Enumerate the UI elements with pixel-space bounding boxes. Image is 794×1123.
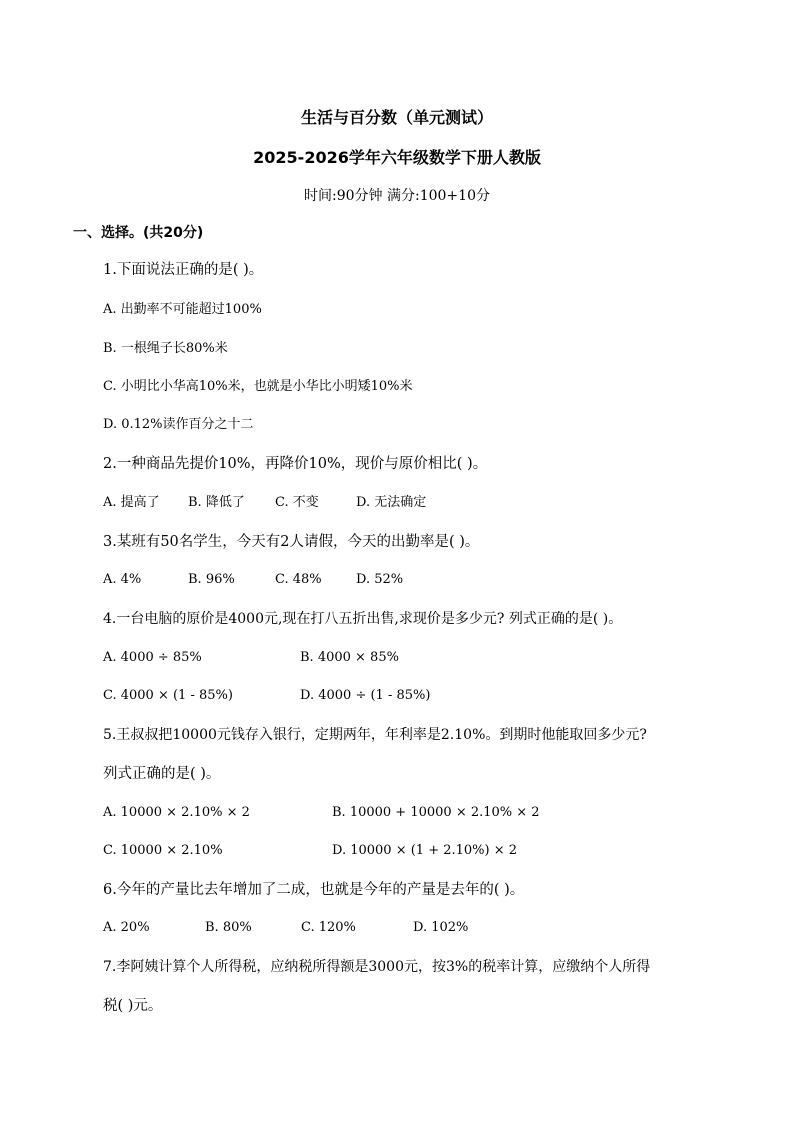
question-4-option-a: A. 4000 ÷ 85% [103, 650, 202, 665]
question-2-option-a: A. 提高了 [103, 495, 160, 510]
question-3-option-d: D. 52% [356, 572, 404, 587]
question-6-stem: 6.今年的产量比去年增加了二成，也就是今年的产量是去年的( )。 [103, 882, 525, 898]
exam-title: 生活与百分数（单元测试） [300, 108, 493, 127]
question-7-stem-continued: 税( )元。 [103, 998, 163, 1014]
question-5-option-d: D. 10000 × (1 + 2.10%) × 2 [332, 843, 518, 858]
question-1-option-d: D. 0.12%读作百分之十二 [103, 417, 254, 432]
question-4-option-c: C. 4000 × (1 - 85%) [103, 688, 233, 703]
question-2-stem: 2.一种商品先提价10%，再降价10%，现价与原价相比( )。 [103, 456, 488, 472]
question-3-option-a: A. 4% [103, 572, 142, 587]
question-2-option-b: B. 降低了 [188, 495, 245, 510]
question-4-stem: 4.一台电脑的原价是4000元,现在打八五折出售,求现价是多少元? 列式正确的是( )。 [103, 611, 623, 627]
question-5-option-c: C. 10000 × 2.10% [103, 843, 223, 858]
question-1-option-c: C. 小明比小华高10%米，也就是小华比小明矮10%米 [103, 379, 413, 394]
question-3-stem: 3.某班有50名学生，今天有2人请假，今天的出勤率是( )。 [103, 534, 480, 550]
question-1-option-a: A. 出勤率不可能超过100% [103, 302, 262, 317]
question-6-option-d: D. 102% [413, 920, 469, 935]
question-5-option-b: B. 10000 + 10000 × 2.10% × 2 [332, 805, 540, 820]
question-1-stem: 1.下面说法正确的是( )。 [103, 262, 264, 278]
question-2-option-c: C. 不变 [275, 495, 319, 510]
question-5-stem-continued: 列式正确的是( )。 [103, 766, 221, 782]
exam-subtitle: 2025-2026学年六年级数学下册人教版 [253, 148, 541, 167]
question-5-stem: 5.王叔叔把10000元钱存入银行，定期两年，年利率是2.10%。到期时他能取回多少元? [103, 727, 647, 743]
question-5-option-a: A. 10000 × 2.10% × 2 [103, 805, 250, 820]
question-4-option-b: B. 4000 × 85% [300, 650, 399, 665]
question-6-option-b: B. 80% [205, 920, 252, 935]
question-2-option-d: D. 无法确定 [356, 495, 427, 510]
question-3-option-b: B. 96% [188, 572, 235, 587]
question-7-stem: 7.李阿姨计算个人所得税，应纳税所得额是3000元，按3%的税率计算，应缴纳个人所得 [103, 959, 651, 975]
question-6-option-c: C. 120% [301, 920, 356, 935]
question-6-option-a: A. 20% [103, 920, 150, 935]
question-1-option-b: B. 一根绳子长80%米 [103, 341, 228, 356]
exam-meta: 时间:90分钟 满分:100+10分 [304, 188, 490, 204]
question-4-option-d: D. 4000 ÷ (1 - 85%) [300, 688, 431, 703]
question-3-option-c: C. 48% [275, 572, 322, 587]
section-heading: 一、选择。(共20分) [73, 225, 204, 241]
